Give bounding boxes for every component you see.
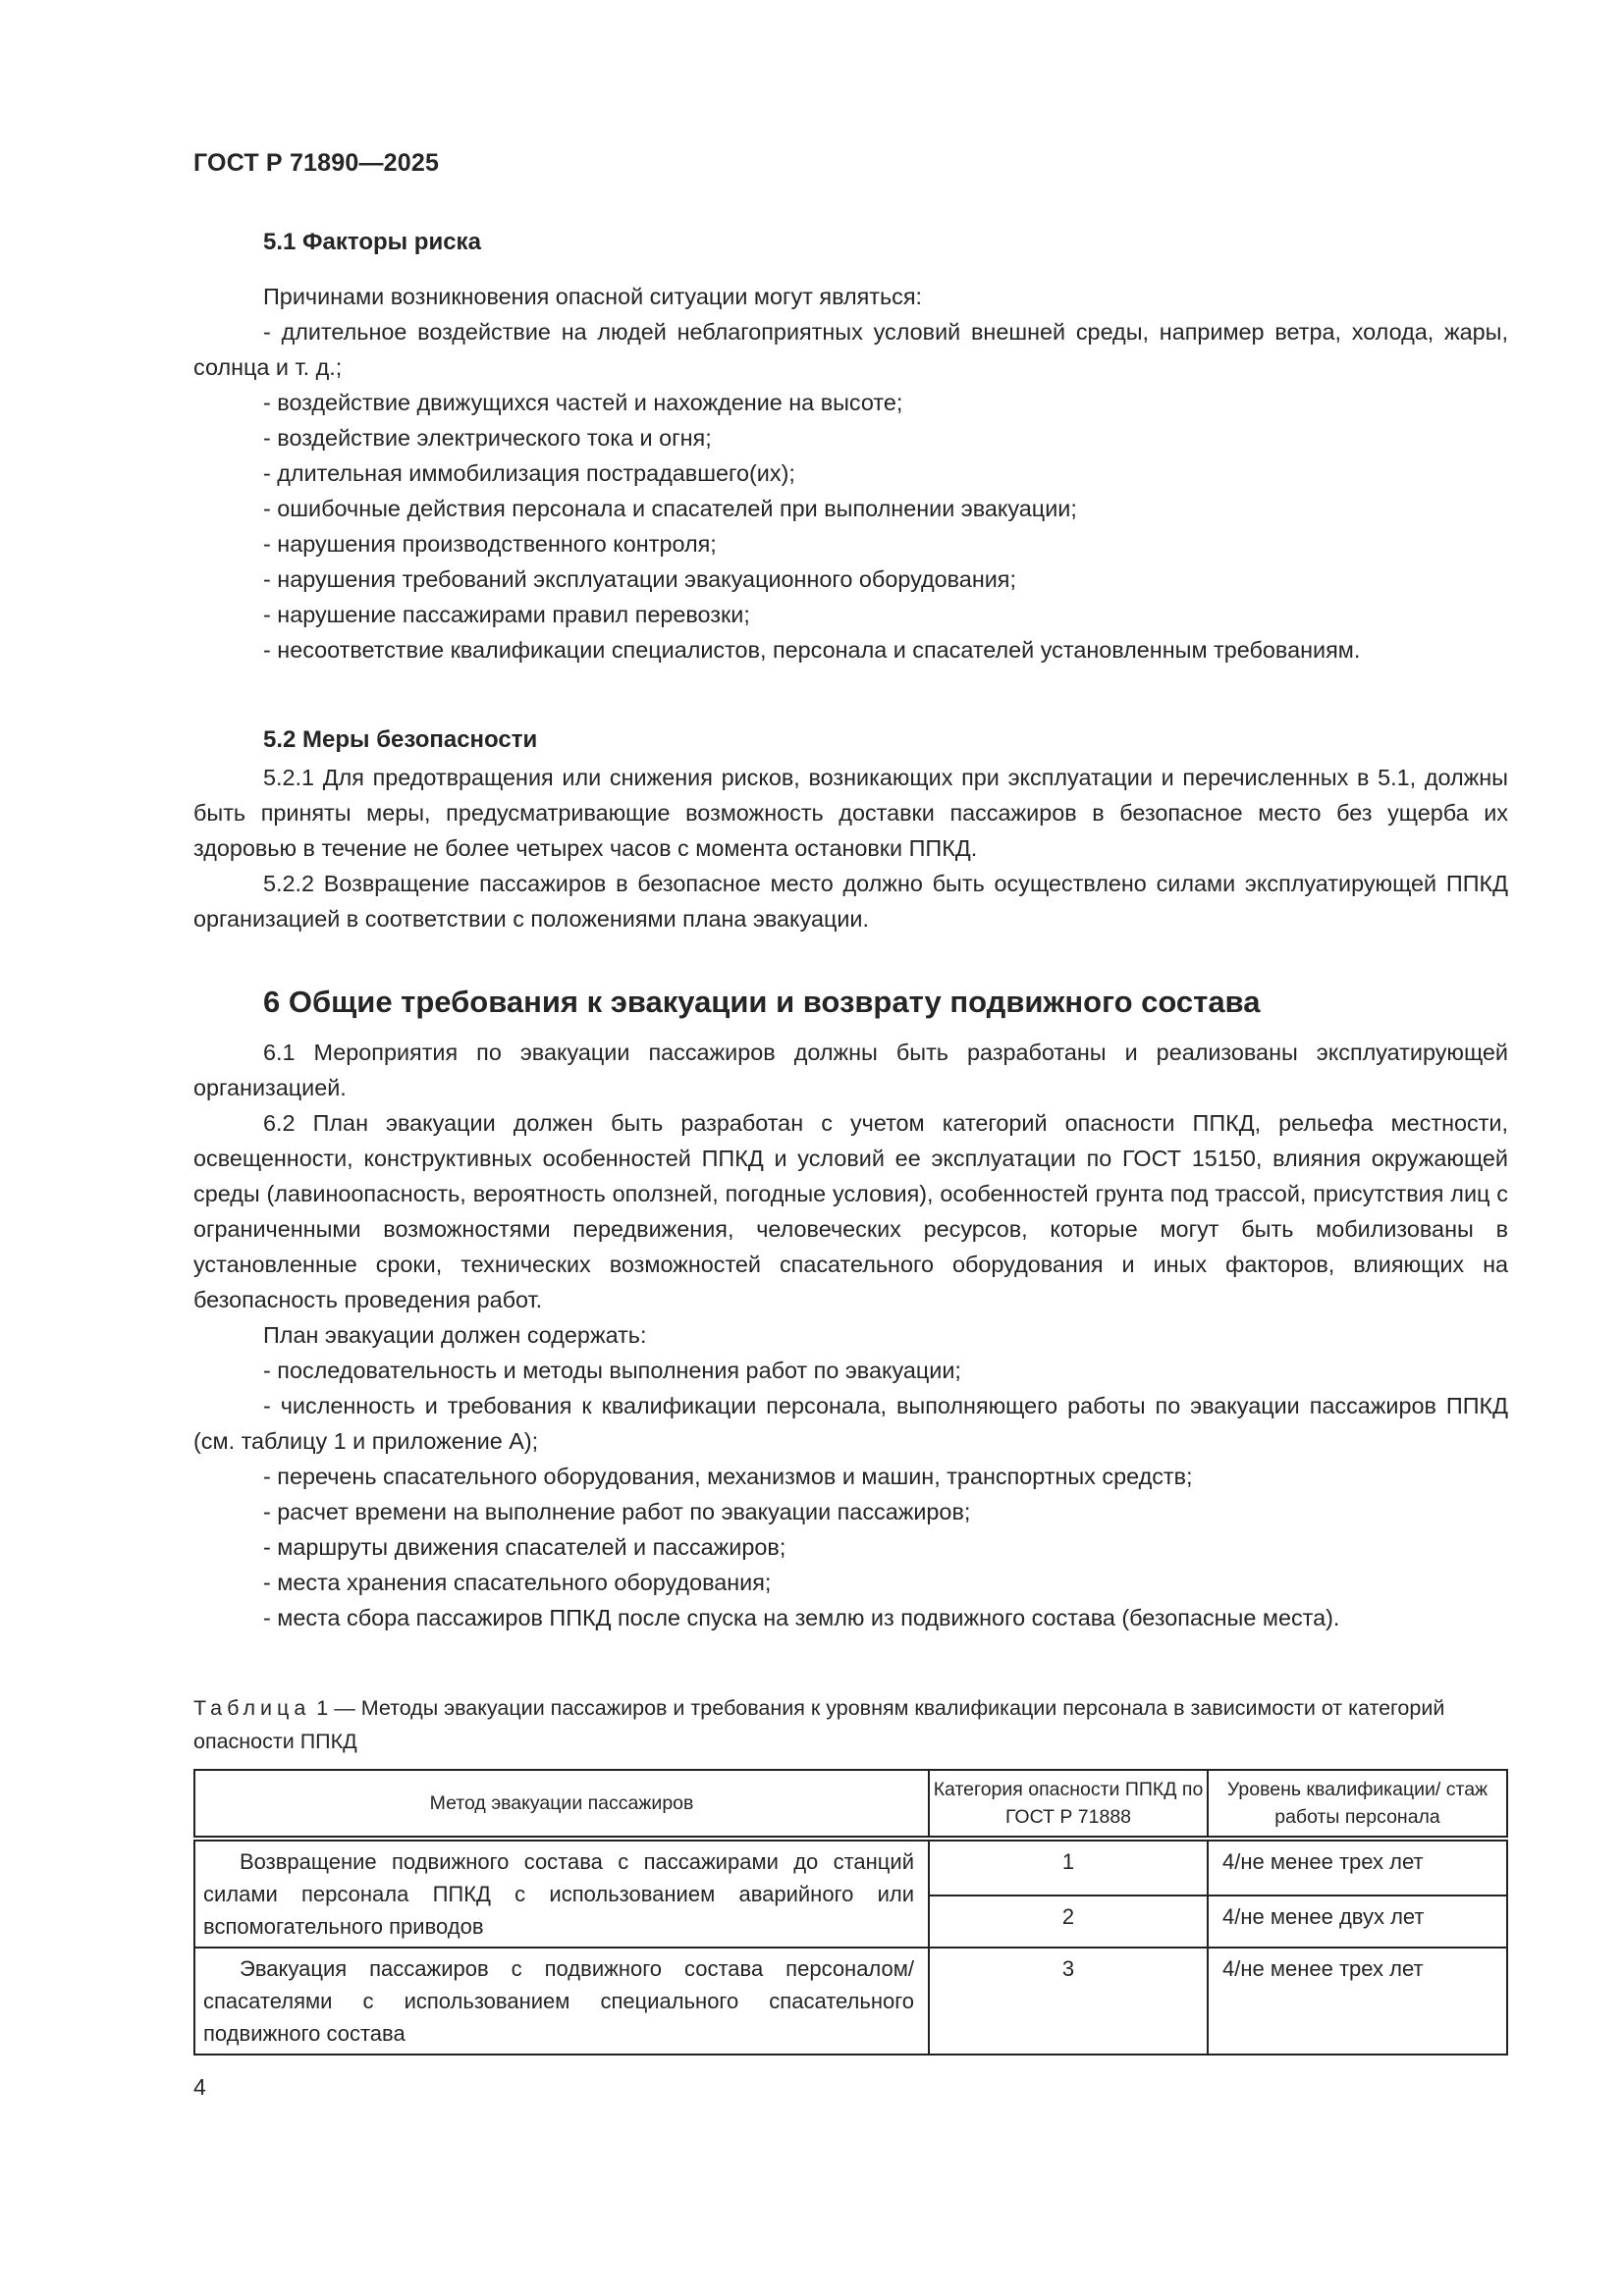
list-item: - воздействие движущихся частей и нахождение на высоте;: [263, 390, 903, 415]
list-item: - перечень спасательного оборудования, механизмов и машин, транспортных средств;: [263, 1464, 1193, 1489]
list-item: - длительное воздействие на людей неблагоприятных условий внешней среды, например ветра, холода, жары, солнца и т. д.;: [193, 319, 1508, 380]
section-5-2-body: [193, 760, 1508, 936]
list-item: - нарушение пассажирами правил перевозки;: [263, 602, 750, 627]
table-caption-text: 1 — Методы эвакуации пассажиров и требования к уровням квалификации персонала в зависимости от категорий опасности ППКД: [193, 1696, 1445, 1753]
list-item: - нарушения производственного контроля;: [263, 531, 717, 557]
paragraph-5-2-2: 5.2.2 Возвращение пассажиров в безопасное место должно быть осуществлено силами эксплуатирующей ППКД организацией в соответствии с положениями плана эвакуации.: [193, 871, 1508, 932]
list-item: - маршруты движения спасателей и пассажиров;: [263, 1534, 786, 1560]
table-cell-level: 4/не менее трех лет: [1208, 1839, 1507, 1896]
table-cell-method: Возвращение подвижного состава с пассажирами до станций силами персонала ППКД с использованием аварийного или вспомогательного приводов: [194, 1839, 929, 1948]
list-item: - места сбора пассажиров ППКД после спуска на землю из подвижного состава (безопасные места).: [263, 1605, 1340, 1630]
list-item: - нарушения требований эксплуатации эвакуационного оборудования;: [263, 566, 1016, 592]
paragraph-6-1: 6.1 Мероприятия по эвакуации пассажиров должны быть разработаны и реализованы эксплуатирующей организацией.: [193, 1040, 1508, 1100]
paragraph: План эвакуации должен содержать:: [263, 1322, 647, 1348]
heading-6: 6 Общие требования к эвакуации и возврату подвижного состава: [263, 985, 1261, 1019]
table-cell-level: 4/не менее трех лет: [1208, 1948, 1507, 2055]
list-item: - места хранения спасательного оборудования;: [263, 1570, 772, 1595]
list-item: - последовательность и методы выполнения работ по эвакуации;: [263, 1358, 961, 1383]
list-item: - воздействие электрического тока и огня;: [263, 425, 712, 451]
list-item: - несоответствие квалификации специалистов, персонала и спасателей установленным требованиям.: [263, 637, 1361, 663]
table-row: [194, 1839, 1507, 1896]
table-row: [194, 1948, 1507, 2055]
list-item: - длительная иммобилизация пострадавшего(их);: [263, 460, 795, 486]
paragraph-5-2-1: 5.2.1 Для предотвращения или снижения рисков, возникающих при эксплуатации и перечисленных в 5.1, должны быть приняты меры, предусматривающие возможность доставки пассажиров в безопасное место без ущерба их здоровью в течение не более четырех часов с момента остановки ППКД.: [193, 765, 1508, 861]
table-cell-category: 1: [929, 1839, 1208, 1896]
list-item: - расчет времени на выполнение работ по эвакуации пассажиров;: [263, 1499, 971, 1524]
paragraph-6-2: 6.2 План эвакуации должен быть разработан с учетом категорий опасности ППКД, рельефа местности, освещенности, конструктивных особенностей ППКД и условий ее эксплуатации по ГОСТ 15150, влияния окружающей среды (лавиноопасность, вероятность оползней, погодные условия), особенностей грунта под трассой, присутствия лиц с ограниченными возможностями передвижения, человеческих ресурсов, которые могут быть мобилизованы в установленные сроки, технических возможностей спасательного оборудования и иных факторов, влияющих на безопасность проведения работ.: [193, 1110, 1508, 1312]
section-5-1-body: [193, 279, 1508, 667]
table-1: [193, 1769, 1508, 2056]
table-cell-level: 4/не менее двух лет: [1208, 1896, 1507, 1948]
table-caption-label: Таблица: [193, 1696, 311, 1720]
list-item: - ошибочные действия персонала и спасателей при выполнении эвакуации;: [263, 496, 1077, 521]
page-number: 4: [193, 2074, 206, 2100]
table-caption: [193, 1691, 1508, 1758]
table-header-row: [194, 1770, 1507, 1839]
table-cell-category: 3: [929, 1948, 1208, 2055]
table-cell-category: 2: [929, 1896, 1208, 1948]
section-6-body: [193, 1035, 1508, 1635]
heading-5-2: 5.2 Меры безопасности: [263, 726, 538, 753]
column-header-level: Уровень квалификации/ стаж работы персонала: [1208, 1770, 1507, 1839]
paragraph: Причинами возникновения опасной ситуации могут являться:: [263, 284, 923, 309]
heading-5-1: 5.1 Факторы риска: [263, 229, 481, 255]
document-id: ГОСТ Р 71890—2025: [193, 149, 440, 177]
column-header-method: Метод эвакуации пассажиров: [194, 1770, 929, 1839]
table-cell-method: Эвакуация пассажиров с подвижного состава персоналом/ спасателями с использованием специального спасательного подвижного состава: [194, 1948, 929, 2055]
list-item: - численность и требования к квалификации персонала, выполняющего работы по эвакуации пассажиров ППКД (см. таблицу 1 и приложение А);: [193, 1393, 1508, 1454]
column-header-category: Категория опасности ППКД по ГОСТ Р 71888: [929, 1770, 1208, 1839]
